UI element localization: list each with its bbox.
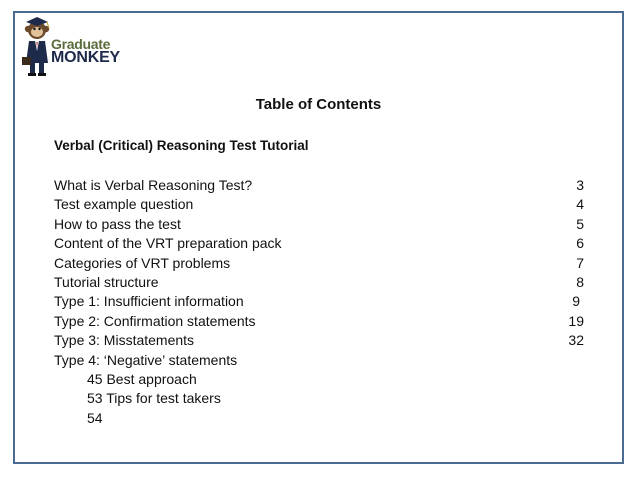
toc-entry-label: Type 4: ‘Negative’ statements	[54, 351, 238, 368]
toc-entry-label: How to pass the test	[54, 215, 181, 232]
section-subtitle: Verbal (Critical) Reasoning Test Tutorial	[54, 138, 309, 153]
table-of-contents	[54, 176, 584, 428]
toc-entry-label: Tutorial structure	[54, 273, 159, 290]
toc-entry	[54, 351, 584, 370]
toc-entry-label: 53 Tips for test takers	[87, 390, 221, 407]
toc-entry-page: 6	[576, 235, 584, 252]
toc-entry-page: 4	[576, 196, 584, 213]
toc-entry-page: 32	[568, 332, 584, 349]
toc-entry	[54, 292, 584, 311]
toc-entry	[54, 234, 584, 253]
toc-entry	[54, 312, 584, 331]
toc-entry	[54, 195, 584, 214]
toc-entry-label: What is Verbal Reasoning Test?	[54, 177, 253, 193]
logo-wordmark	[51, 37, 120, 66]
toc-entry	[54, 331, 584, 350]
toc-entry-page: 8	[576, 273, 584, 290]
toc-entry	[54, 409, 584, 428]
toc-entry-label: Categories of VRT problems	[54, 254, 231, 271]
toc-entry-label: 45 Best approach	[87, 370, 197, 387]
graduate-monkey-logo	[21, 17, 131, 81]
toc-entry-page: 19	[568, 312, 584, 329]
toc-entry-page: 5	[576, 215, 584, 232]
toc-entry	[54, 176, 584, 195]
logo-line-graduate: Graduate	[51, 36, 111, 52]
page-title: Table of Contents	[255, 96, 382, 113]
monkey-mascot-icon	[21, 17, 55, 79]
toc-entry-label: 54	[87, 409, 103, 426]
toc-entry-page: 7	[576, 254, 584, 271]
toc-entry-label: Content of the VRT preparation pack	[54, 235, 282, 252]
toc-entry-label: Type 1: Insufficient information	[54, 293, 244, 310]
toc-entry-label: Type 3: Misstatements	[54, 332, 195, 349]
toc-entry-page: 3	[576, 177, 584, 193]
document-page	[13, 11, 624, 464]
toc-entry	[54, 254, 584, 273]
logo-line-monkey: MONKEY	[51, 49, 121, 66]
toc-entry	[54, 370, 584, 389]
toc-entry	[54, 389, 584, 408]
toc-entry-label: Type 2: Confirmation statements	[54, 312, 256, 329]
toc-entry-page: 9	[572, 293, 580, 310]
toc-entry	[54, 273, 584, 292]
toc-entry-label: Test example question	[54, 196, 194, 213]
toc-entry	[54, 215, 584, 234]
